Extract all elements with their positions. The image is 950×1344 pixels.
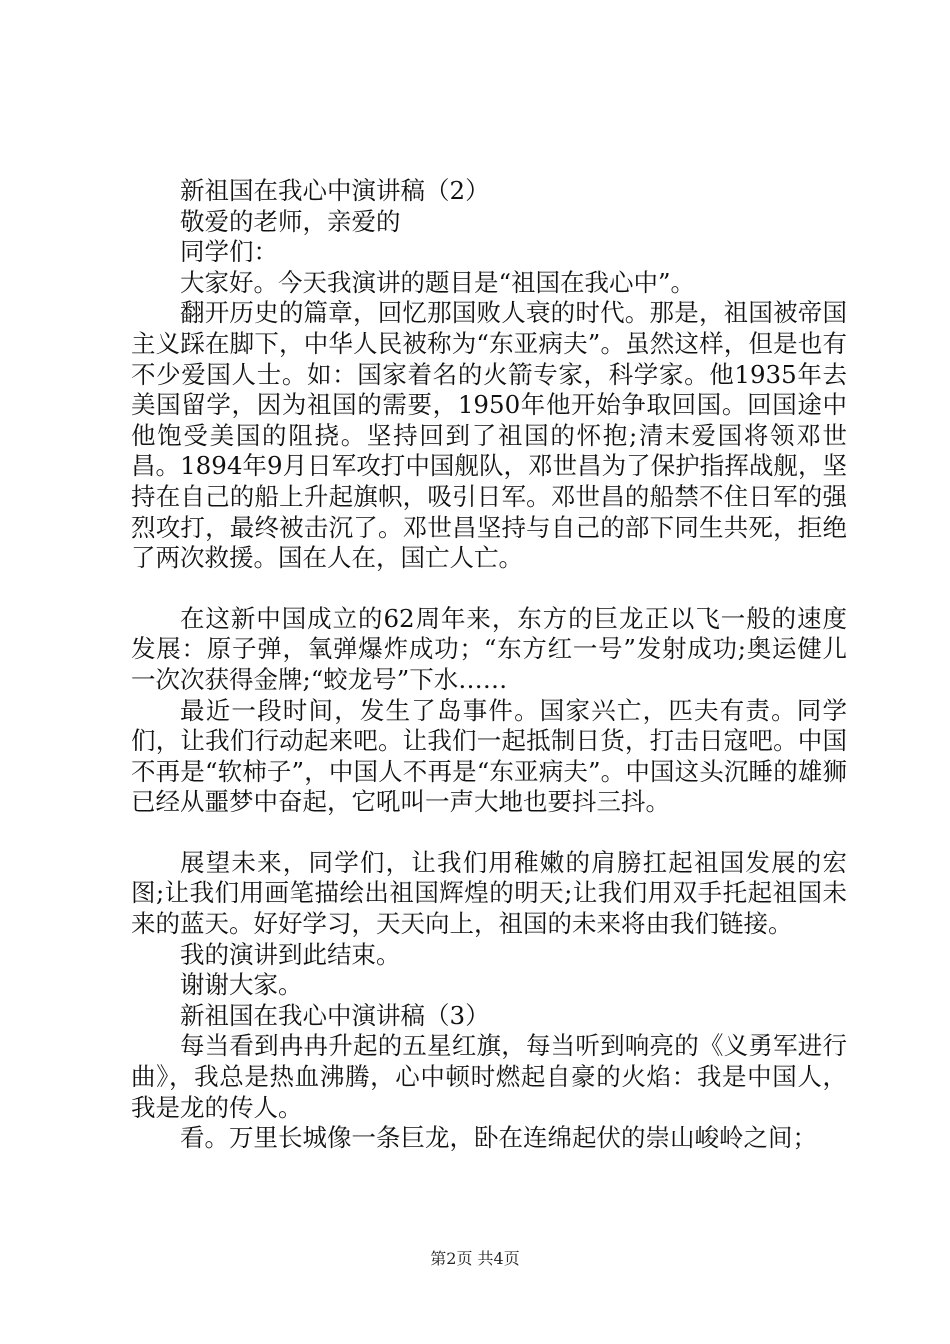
paragraph-spacer xyxy=(131,574,847,604)
section-heading: 新祖国在我心中演讲稿（3） xyxy=(180,1000,490,1030)
paragraph: 大家好。今天我演讲的题目是“祖国在我心中”。 xyxy=(180,267,696,297)
salutation-line: 敬爱的老师，亲爱的 xyxy=(180,206,401,236)
paragraph: 我的演讲到此结束。 xyxy=(180,939,401,969)
paragraph: 看。万里长城像一条巨龙，卧在连绵起伏的崇山峻岭之间； xyxy=(180,1123,817,1153)
paragraph: 每当看到冉冉升起的五星红旗，每当听到响亮的《义勇军进行曲》，我总是热血沸腾，心中顿时燃起自豪的火焰：我是中国人，我是龙的传人。 xyxy=(131,1031,847,1122)
page-footer xyxy=(0,1246,950,1269)
paragraph-spacer xyxy=(131,818,847,848)
salutation-line: 同学们： xyxy=(180,237,278,267)
document-body xyxy=(131,176,847,1154)
page-number: 第2页 共4页 xyxy=(430,1249,520,1268)
paragraph: 翻开历史的篇章，回忆那国败人衰的时代。那是，祖国被帝国主义踩在脚下，中华人民被称为“东亚病夫”。虽然这样，但是也有不少爱国人士。如：国家着名的火箭专家，科学家。他1935年去美国留学，因为祖国的需要，1950年他开始争取回国。回国途中他饱受美国的阻挠。坚持回到了祖国的怀抱;清末爱国将领邓世昌。1894年9月日军攻打中国舰队，邓世昌为了保护指挥战舰，坚持在自己的船上升起旗帜，吸引日军。邓世昌的船禁不住日军的强烈攻打，最终被击沉了。邓世昌坚持与自己的部下同生共死，拒绝了两次救援。国在人在，国亡人亡。 xyxy=(131,298,847,573)
paragraph: 展望未来，同学们，让我们用稚嫩的肩膀扛起祖国发展的宏图;让我们用画笔描绘出祖国辉煌的明天;让我们用双手托起祖国未来的蓝天。好好学习，天天向上，祖国的未来将由我们链接。 xyxy=(131,847,847,939)
paragraph: 在这新中国成立的62周年来，东方的巨龙正以飞一般的速度发展：原子弹，氧弹爆炸成功；“东方红一号”发射成功;奥运健儿一次次获得金牌;“蛟龙号”下水…… xyxy=(131,603,847,694)
paragraph: 谢谢大家。 xyxy=(180,970,303,1000)
section-heading: 新祖国在我心中演讲稿（2） xyxy=(180,176,490,205)
paragraph: 最近一段时间，发生了岛事件。国家兴亡，匹夫有责。同学们，让我们行动起来吧。让我们一起抵制日货，打击日寇吧。中国不再是“软柿子”，中国人不再是“东亚病夫”。中国这头沉睡的雄狮已经从噩梦中奋起，它吼叫一声大地也要抖三抖。 xyxy=(131,695,847,817)
